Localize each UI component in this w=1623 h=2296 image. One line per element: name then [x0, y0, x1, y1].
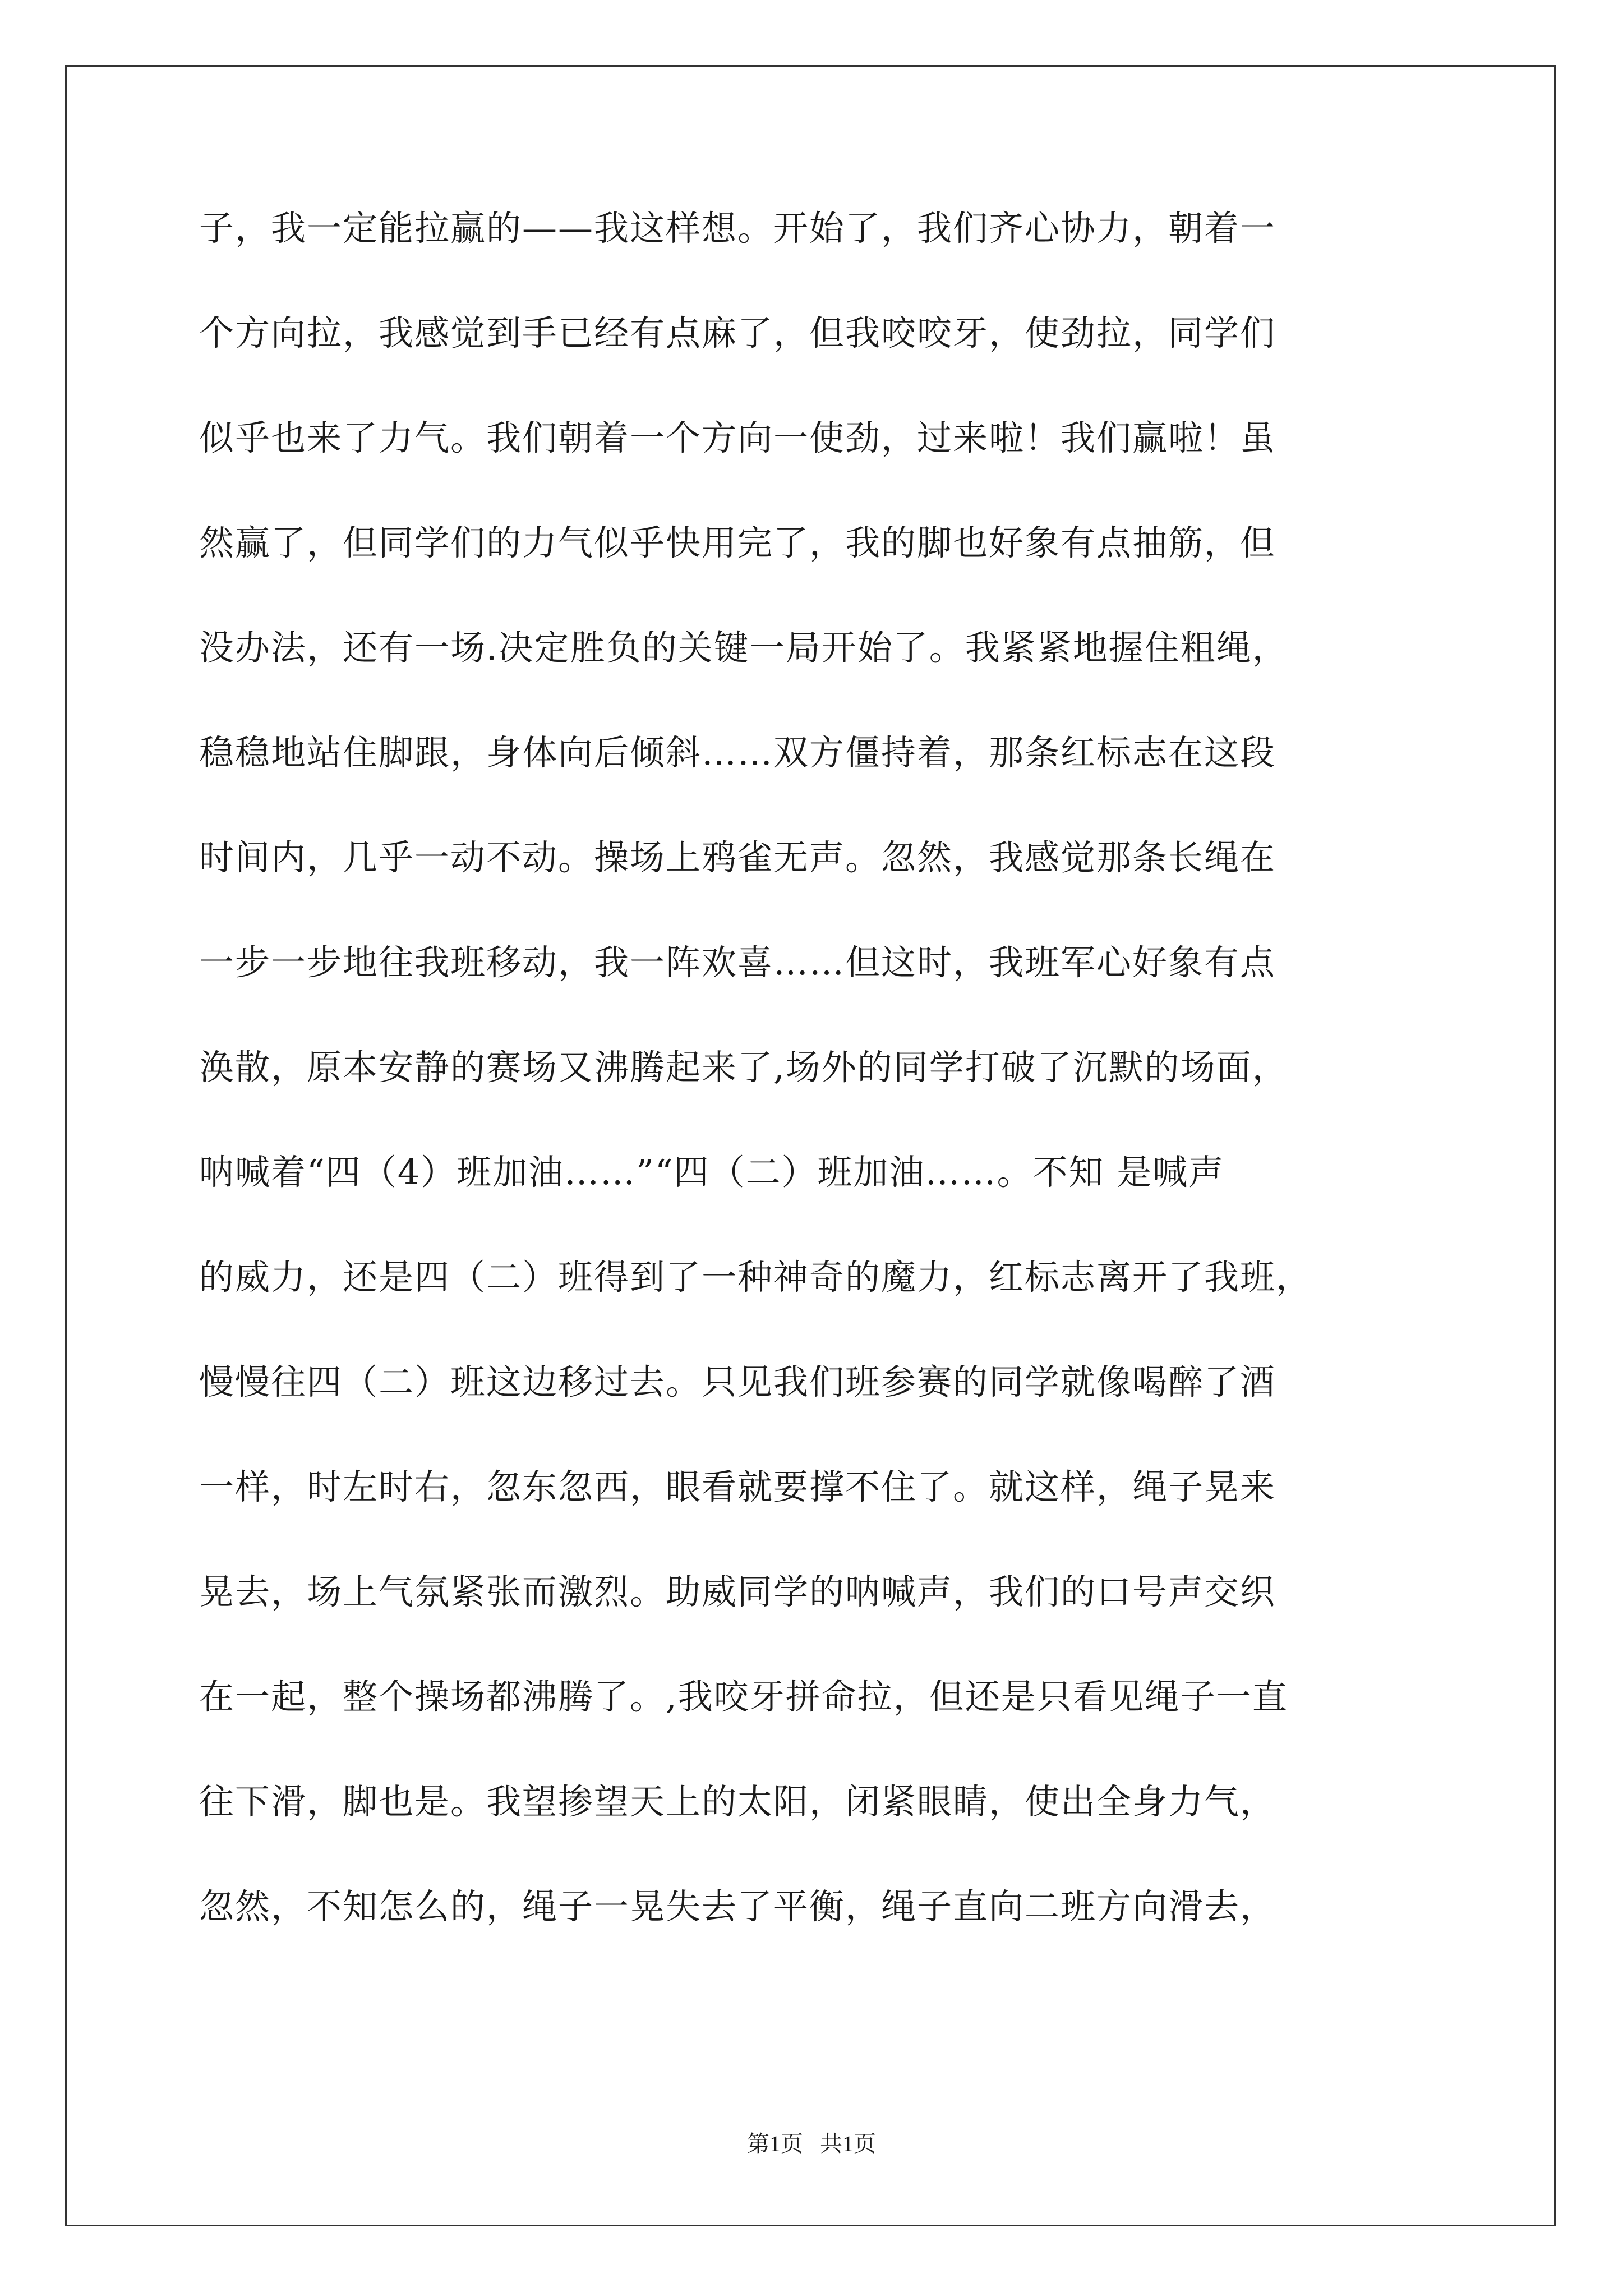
text-line: 一步一步地往我班移动，我一阵欢喜……但这时，我班军心好象有点: [199, 942, 1276, 983]
page-footer: [0, 2126, 1623, 2158]
text-line: 一样，时左时右，忽东忽西，眼看就要撑不住了。就这样，绳子晃来: [199, 1466, 1276, 1507]
text-line: 似乎也来了力气。我们朝着一个方向一使劲，过来啦！我们赢啦！虽: [199, 417, 1276, 458]
text-line: 的威力，还是四（二）班得到了一种神奇的魔力，红标志离开了我班，: [199, 1257, 1312, 1297]
text-line: 慢慢往四（二）班这边移过去。只见我们班参赛的同学就像喝醉了酒: [199, 1361, 1276, 1402]
text-line: 晃去，场上气氛紧张而激烈。助威同学的呐喊声，我们的口号声交织: [199, 1571, 1276, 1612]
text-line: 往下滑，脚也是。我望掺望天上的太阳，闭紧眼睛，使出全身力气，: [199, 1781, 1276, 1822]
text-line: 然赢了，但同学们的力气似乎快用完了，我的脚也好象有点抽筋，但: [199, 522, 1276, 563]
text-line: 时间内，几乎一动不动。操场上鸦雀无声。忽然，我感觉那条长绳在: [199, 837, 1276, 878]
text-line: 没办法，还有一场.决定胜负的关键一局开始了。我紧紧地握住粗绳，: [199, 627, 1288, 668]
text-line: 呐喊着“四（4）班加油……”“四（二）班加油……。不知 是喊声: [199, 1152, 1225, 1193]
page-number: 第1页: [747, 2131, 803, 2156]
text-line: 涣散，原本安静的赛场又沸腾起来了,场外的同学打破了沉默的场面，: [199, 1047, 1288, 1088]
essay-body: [199, 210, 1455, 1994]
text-line: 稳稳地站住脚跟，身体向后倾斜……双方僵持着，那条红标志在这段: [199, 732, 1276, 773]
text-line: 子，我一定能拉赢的——我这样想。开始了，我们齐心协力，朝着一: [199, 208, 1276, 249]
text-line: 忽然，不知怎么的，绳子一晃失去了平衡，绳子直向二班方向滑去，: [199, 1886, 1276, 1927]
text-line: 在一起，整个操场都沸腾了。,我咬牙拼命拉，但还是只看见绳子一直: [199, 1676, 1288, 1717]
text-line: 个方向拉，我感觉到手已经有点麻了，但我咬咬牙，使劲拉，同学们: [199, 312, 1276, 353]
page-total: 共1页: [820, 2131, 876, 2156]
